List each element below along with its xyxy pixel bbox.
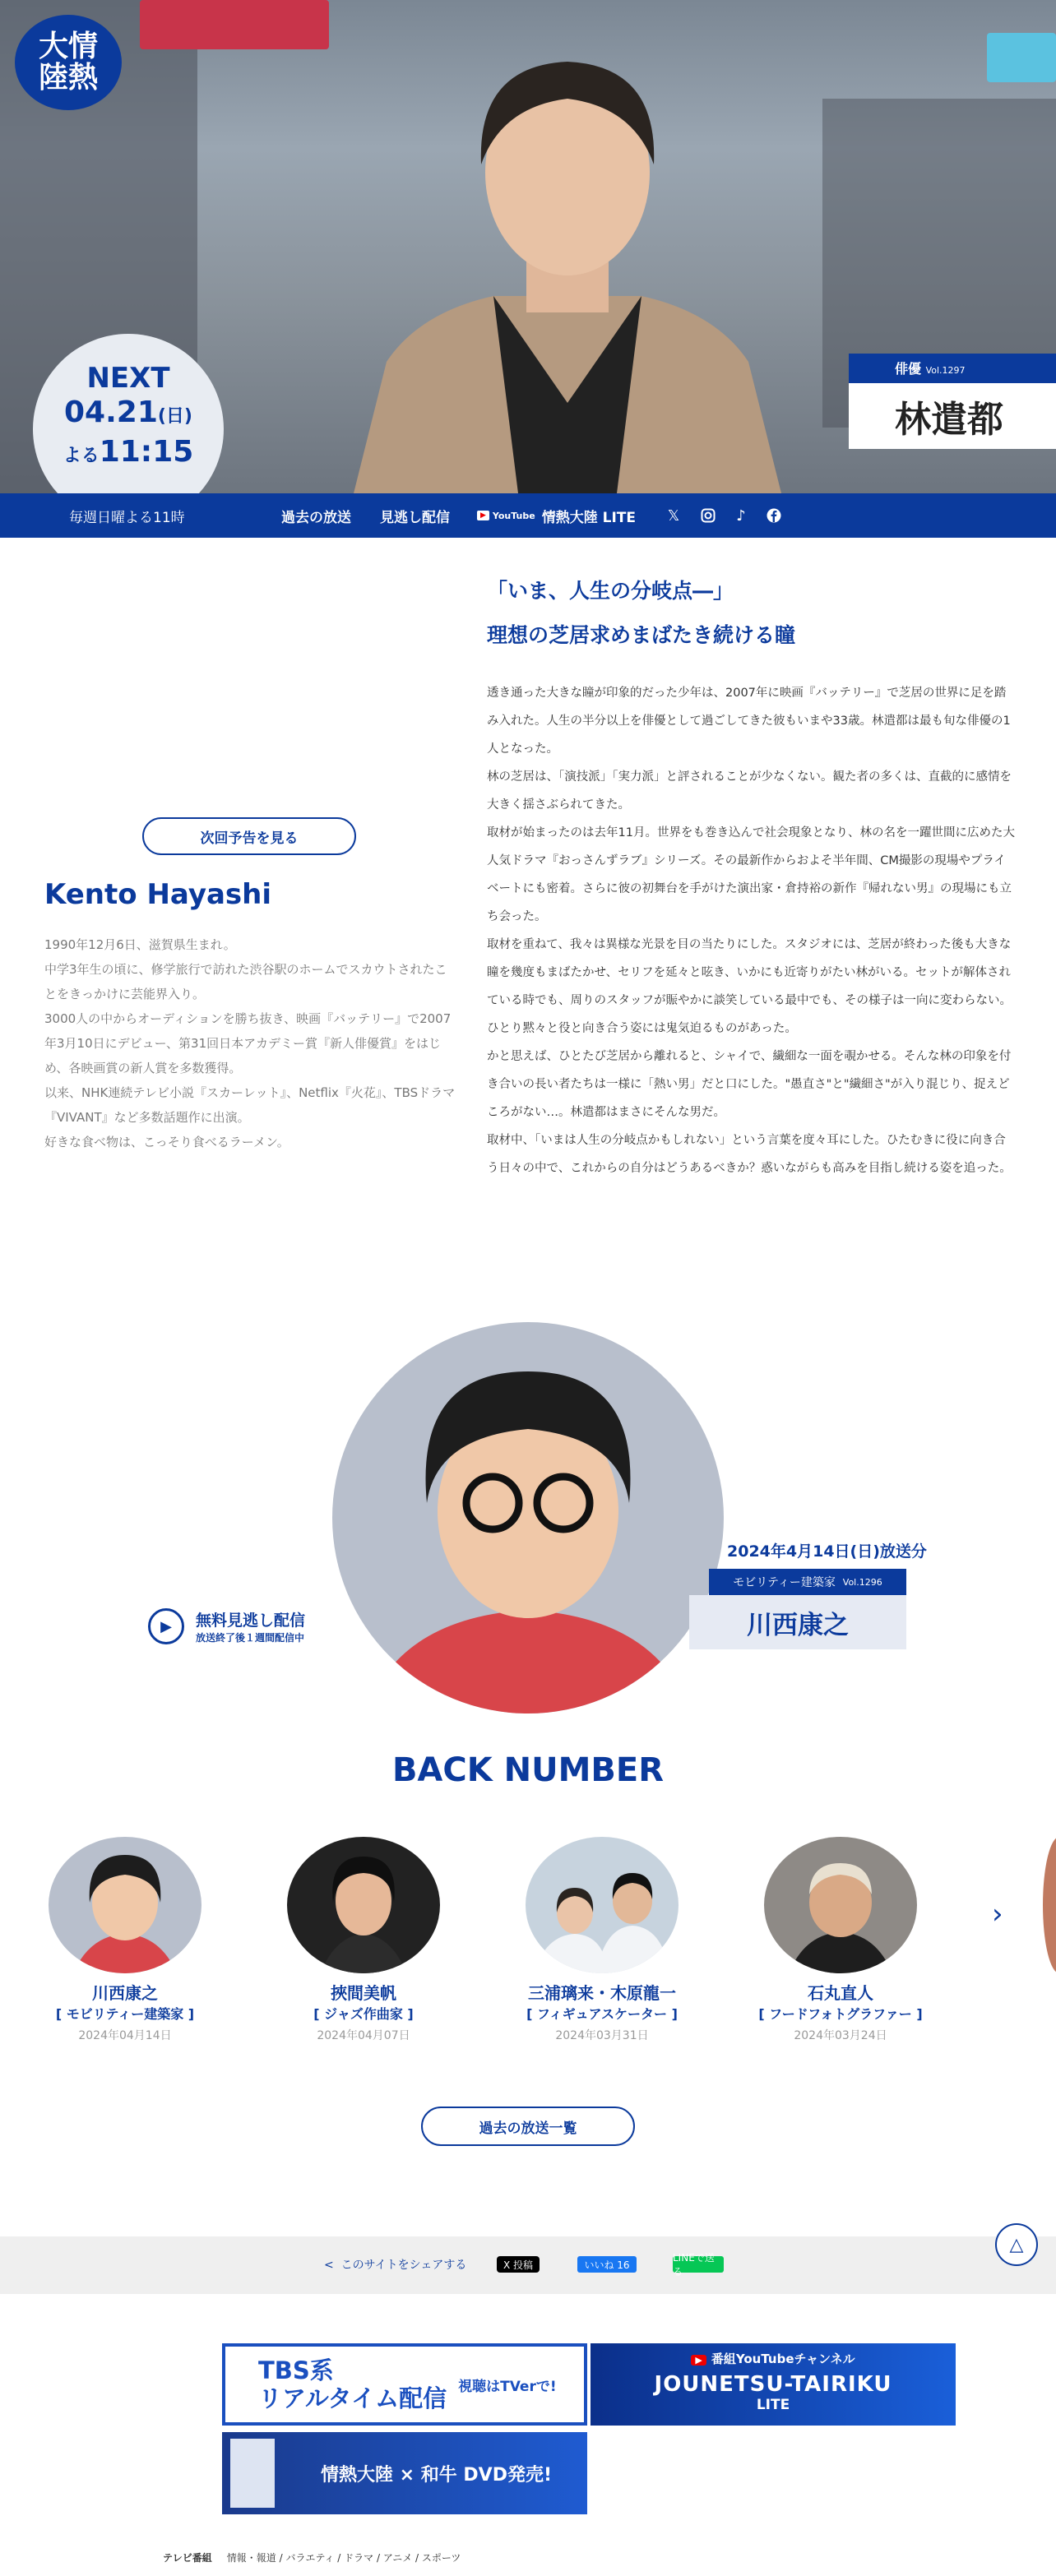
body-paragraph: 透き通った大きな瞳が印象的だった少年は、2007年に映画『バッテリー』で芝居の世界に足を踏み入れた。人生の半分以上を俳優として過ごしてきた彼もいまや33歳。林遣都は最も旬な俳優の1人となった。 xyxy=(487,687,1011,756)
dvd-banner[interactable] xyxy=(222,2432,587,2514)
back-number-name: 挾間美帆 xyxy=(331,1983,396,2003)
facebook-like-button[interactable]: いいね 16 xyxy=(577,2256,637,2273)
youtube-icon: ▶ xyxy=(691,2355,706,2366)
body-paragraph: 取材中、「いまは人生の分岐点かもしれない」という言葉を度々耳にした。ひたむきに役に向き合う日々の中で、これからの自分はどうあるべきか？惑いながらも高みを目指し続ける姿を追った。 xyxy=(487,1134,1012,1175)
profile-line: 1990年12月6日、滋賀県生まれ。 xyxy=(44,937,236,952)
back-number-role: [ フードフォトグラファー ] xyxy=(758,2006,923,2022)
back-number-item[interactable] xyxy=(520,1837,684,2043)
nav-lite-label: 情熱大陸 LITE xyxy=(541,509,637,526)
share-text: このサイトをシェアする xyxy=(340,2259,467,2272)
previous-vol: Vol.1296 xyxy=(842,1576,882,1588)
back-number-role: [ モビリティー建築家 ] xyxy=(55,2006,195,2022)
guest-nameplate xyxy=(849,354,1056,449)
back-number-role: [ ジャズ作曲家 ] xyxy=(313,2006,414,2022)
nav-lite[interactable] xyxy=(477,506,636,526)
youtube-icon: ▶ xyxy=(477,511,489,520)
body-paragraph: 林の芝居は、「演技派」「実力派」と評されることが少なくない。観た者の多くは、直截的に感情を大きく揺さぶられてきた。 xyxy=(487,770,1012,812)
lead-heading xyxy=(487,569,795,658)
profile-text xyxy=(44,932,456,1154)
x-icon[interactable]: 𝕏 xyxy=(667,506,680,525)
line-share-button[interactable]: LINEで送る xyxy=(673,2256,724,2273)
footer-label: テレビ番組 xyxy=(163,2552,212,2564)
footer-links xyxy=(163,2551,461,2564)
back-number-date: 2024年04月07日 xyxy=(317,2029,410,2042)
previous-guest-photo[interactable] xyxy=(332,1322,724,1713)
schedule-text: 毎週日曜よる11時 xyxy=(69,509,185,526)
intro-section xyxy=(0,538,1056,1278)
youtube-label: YouTube xyxy=(492,510,535,521)
guest-category: 俳優 xyxy=(895,361,922,377)
chevron-right-icon[interactable]: › xyxy=(992,1898,1003,1931)
lead-line1: 「いま、人生の分岐点―」 xyxy=(487,579,734,603)
tver-text: 視聴はTVerで! xyxy=(458,2378,557,2395)
share-icon: < xyxy=(324,2259,334,2272)
nav-past-broadcasts[interactable]: 過去の放送 xyxy=(281,509,351,526)
next-day: (日) xyxy=(157,406,192,427)
nav-bar xyxy=(0,493,1056,538)
previous-category xyxy=(709,1569,906,1595)
tver-banner[interactable] xyxy=(222,2343,587,2426)
play-icon: ▶ xyxy=(148,1608,184,1644)
back-number-name: 石丸直人 xyxy=(808,1983,873,2003)
instagram-icon[interactable] xyxy=(699,506,717,525)
back-number-thumb xyxy=(526,1837,679,1973)
stream-title: 無料見逃し配信 xyxy=(196,1612,306,1630)
guest-vol: Vol.1297 xyxy=(925,365,966,376)
free-stream-link[interactable] xyxy=(148,1608,305,1644)
footer-category-links[interactable]: 情報・報道 / バラエティ / ドラマ / アニメ / スポーツ xyxy=(226,2552,461,2564)
lead-line2: 理想の芝居求めまばたき続ける瞳 xyxy=(487,623,796,647)
back-number-title: BACK NUMBER xyxy=(391,1751,665,1789)
program-logo[interactable] xyxy=(15,15,122,110)
yt-main-text: JOUNETSU-TAIRIKU xyxy=(654,2372,892,2397)
nav-catchup[interactable]: 見逃し配信 xyxy=(380,509,450,526)
back-number-thumb xyxy=(764,1837,917,1973)
next-date: 04.21 xyxy=(64,395,158,429)
back-number-item[interactable] xyxy=(281,1837,446,2043)
dvd-cover-image xyxy=(230,2439,275,2508)
tbs-line2: リアルタイム配信 xyxy=(258,2384,447,2412)
chevron-up-icon: △ xyxy=(1009,2234,1024,2255)
share-bar xyxy=(0,2236,1056,2294)
back-number-date: 2024年03月24日 xyxy=(794,2029,887,2042)
english-name: Kento Hayashi xyxy=(44,878,272,911)
back-number-date: 2024年03月31日 xyxy=(555,2029,649,2042)
past-broadcasts-button[interactable]: 過去の放送一覧 xyxy=(421,2107,635,2146)
dvd-text: 情熱大陸 × 和牛 DVD発売! xyxy=(321,2464,552,2486)
body-paragraph: かと思えば、ひとたび芝居から離れると、シャイで、繊細な一面を覗かせる。そんな林の印象を付き合いの長い者たちは一様に「熱い男」だと口にした。"愚直さ"と"繊細さ"が入り混じり、捉えどころがない…。林遣都はまさにそんな男だ。 xyxy=(487,1050,1012,1119)
tbs-line1: TBS系 xyxy=(258,2356,334,2384)
stream-subtitle: 放送終了後１週間配信中 xyxy=(196,1632,305,1644)
back-number-name: 三浦璃来・木原龍一 xyxy=(528,1983,676,2003)
tiktok-icon[interactable]: ♪ xyxy=(736,506,746,525)
previous-date: 2024年4月14日(日)放送分 xyxy=(727,1542,927,1561)
next-time-prefix: よる xyxy=(63,446,100,466)
profile-line: 中学3年生の頃に、修学旅行で訪れた渋谷駅のホームでスカウトされたことをきっかけに芸能界入り。 xyxy=(44,962,447,1001)
body-paragraph: 取材が始まったのは去年11月。世界をも巻き込んで社会現象となり、林の名を一躍世間に広めた大人気ドラマ『おっさんずラブ』シリーズ。その最新作からおよそ半年間、CM撮影の現場やプライベートにも密着。さらに彼の初舞台を手がけた演出家・倉持裕の新作『帰れない男』の現場にも立ち会った。 xyxy=(487,826,1015,923)
back-number-role: [ フィギュアスケーター ] xyxy=(526,2006,678,2022)
hero-section xyxy=(0,0,1056,493)
profile-line: 以来、NHK連続テレビ小説『スカーレット』、Netflix『火花』、TBSドラマ『VIVANT』など多数話題作に出演。 xyxy=(44,1085,456,1125)
background-sign-blue xyxy=(987,33,1056,82)
guest-name: 林遣都 xyxy=(849,383,1056,449)
previous-name: 川西康之 xyxy=(689,1595,906,1649)
back-number-partial-thumb[interactable] xyxy=(1043,1837,1056,1973)
intro-body xyxy=(487,679,1015,1182)
back-number-item[interactable] xyxy=(43,1837,207,2043)
back-number-thumb xyxy=(49,1837,201,1973)
back-number-item[interactable] xyxy=(758,1837,923,2043)
logo-line1: 大情 xyxy=(38,30,98,63)
body-paragraph: 取材を重ねて、我々は異様な光景を目の当たりにした。スタジオには、芝居が終わった後も大きな瞳を幾度もまばたかせ、セリフを延々と呟き、いかにも近寄りがたい林がいる。セットが解体されている時でも、周りのスタッフが賑やかに談笑している最中でも、その様子は一向に変わらない。ひとり黙々と役と向き合う姿には鬼気迫るものがあった。 xyxy=(487,938,1012,1035)
yt-sub-text: LITE xyxy=(756,2397,790,2413)
previous-category-text: モビリティー建築家 xyxy=(733,1576,836,1589)
back-number-name: 川西康之 xyxy=(92,1983,158,2003)
back-number-date: 2024年04月14日 xyxy=(78,2029,172,2042)
profile-line: 好きな食べ物は、こっそり食べるラーメン。 xyxy=(44,1135,289,1149)
next-label: NEXT xyxy=(86,362,170,395)
profile-line: 3000人の中からオーディションを勝ち抜き、映画『バッテリー』で2007年3月10日にデビュー、第31回日本アカデミー賞『新人俳優賞』をはじめ、各映画賞の新人賞を多数獲得。 xyxy=(44,1011,452,1075)
trailer-button[interactable]: 次回予告を見る xyxy=(142,817,356,855)
x-share-button[interactable]: X 投稿 xyxy=(497,2256,540,2273)
back-to-top-button[interactable] xyxy=(995,2223,1038,2266)
facebook-icon[interactable] xyxy=(765,506,783,525)
yt-top-text: 番組YouTubeチャンネル xyxy=(711,2352,855,2366)
back-number-thumb xyxy=(287,1837,440,1973)
share-label xyxy=(324,2256,466,2273)
guest-photo xyxy=(321,16,814,493)
logo-line2: 陸熱 xyxy=(38,61,98,95)
background-sign-red xyxy=(140,0,329,49)
youtube-channel-banner[interactable] xyxy=(591,2343,956,2426)
next-time: 11:15 xyxy=(99,435,194,469)
